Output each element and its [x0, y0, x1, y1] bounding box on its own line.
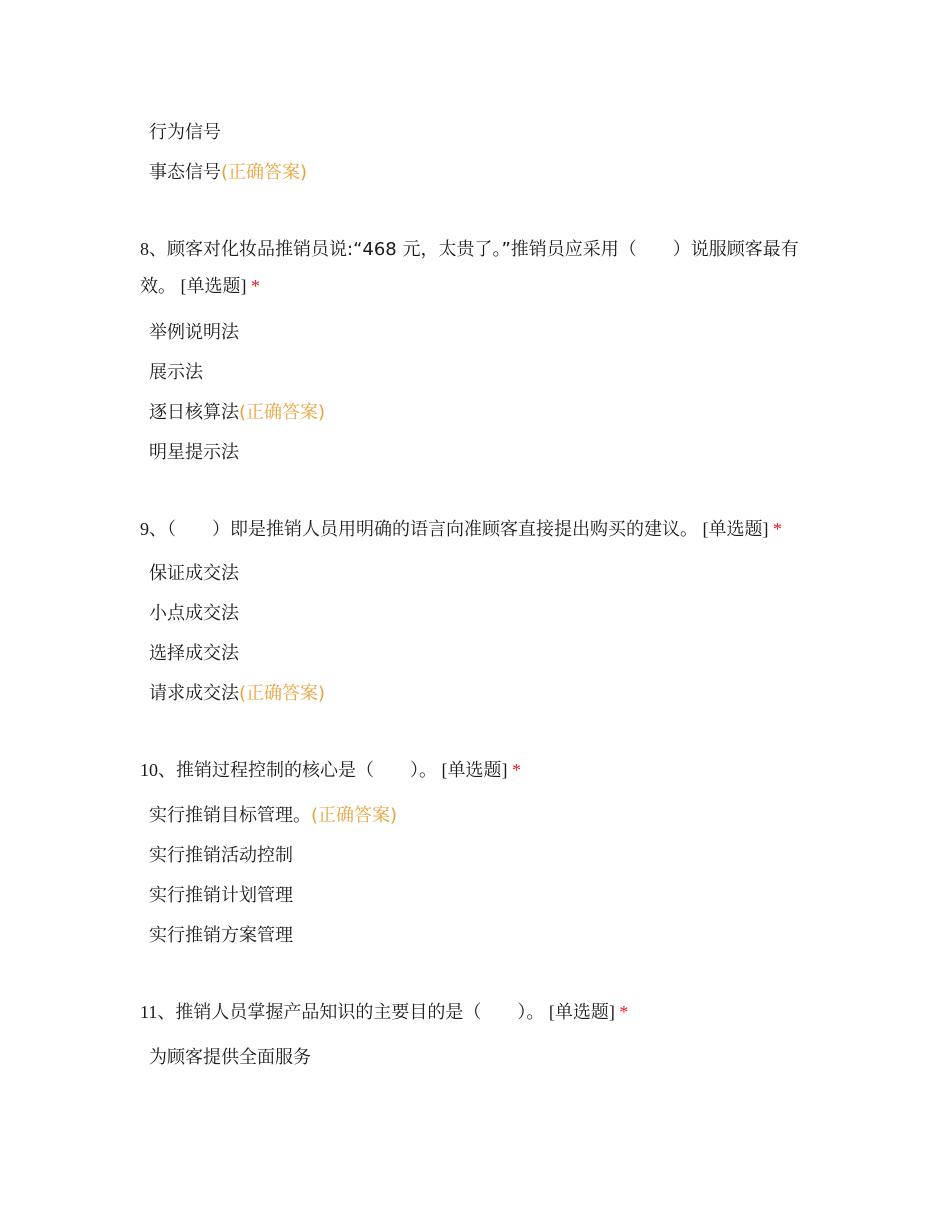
question-number: 9、: [140, 519, 167, 539]
option-text: 明星提示法: [149, 442, 239, 463]
option-text: 事态信号: [149, 162, 221, 183]
option-item: [149, 884, 293, 908]
required-mark: *: [773, 519, 782, 539]
option-item: [149, 642, 239, 666]
option-text: 小点成交法: [149, 603, 239, 624]
option-item: [149, 924, 293, 948]
option-text: 为顾客提供全面服务: [149, 1047, 311, 1068]
required-mark: *: [619, 1002, 629, 1022]
option-item: [149, 1046, 311, 1070]
question-text: 顾客对化妆品推销员说:“468 元，太贵了。”推销员应采用（ ）说服顾客最有效。: [140, 239, 799, 297]
question-type-tag: [单选题]: [180, 276, 247, 296]
option-text: 举例说明法: [149, 322, 239, 343]
correct-answer-mark: (正确答案): [221, 162, 308, 183]
question-type-tag: [单选题]: [702, 519, 769, 539]
correct-answer-mark: (正确答案): [239, 683, 326, 704]
option-text: 实行推销活动控制: [149, 845, 293, 866]
option-item: [149, 401, 325, 425]
option-item: [149, 121, 221, 145]
option-item: [149, 804, 397, 828]
question-number: 10、: [140, 760, 176, 780]
option-item: [149, 844, 293, 868]
option-text: 实行推销计划管理: [149, 885, 293, 906]
option-text: 保证成交法: [149, 563, 239, 584]
option-item: [149, 361, 203, 385]
question-type-tag: [单选题]: [441, 760, 508, 780]
question-number: 8、: [140, 239, 167, 259]
option-text: 实行推销目标管理。: [149, 805, 311, 826]
option-text: 逐日核算法: [149, 402, 239, 423]
option-item: [149, 562, 239, 586]
option-text: 选择成交法: [149, 643, 239, 664]
option-text: 行为信号: [149, 122, 221, 143]
question-8: [140, 231, 820, 305]
question-11: [140, 994, 820, 1031]
option-item: [149, 441, 239, 465]
question-text: 推销过程控制的核心是（ ）。: [176, 760, 437, 781]
option-item: [149, 602, 239, 626]
required-mark: *: [251, 276, 260, 296]
correct-answer-mark: (正确答案): [239, 402, 326, 423]
required-mark: *: [512, 760, 521, 780]
option-text: 实行推销方案管理: [149, 925, 293, 946]
correct-answer-mark: (正确答案): [311, 805, 398, 826]
option-item: [149, 161, 307, 185]
question-text: 推销人员掌握产品知识的主要目的是（ ）。: [175, 1002, 545, 1023]
option-item: [149, 682, 325, 706]
question-10: [140, 752, 820, 789]
question-type-tag: [单选题]: [548, 1002, 615, 1022]
option-item: [149, 321, 239, 345]
question-9: [140, 511, 820, 548]
option-text: 请求成交法: [149, 683, 239, 704]
option-text: 展示法: [149, 362, 203, 383]
question-text: （ ）即是推销人员用明确的语言向准顾客直接提出购买的建议。: [167, 519, 698, 540]
question-number: 11、: [140, 1002, 176, 1022]
